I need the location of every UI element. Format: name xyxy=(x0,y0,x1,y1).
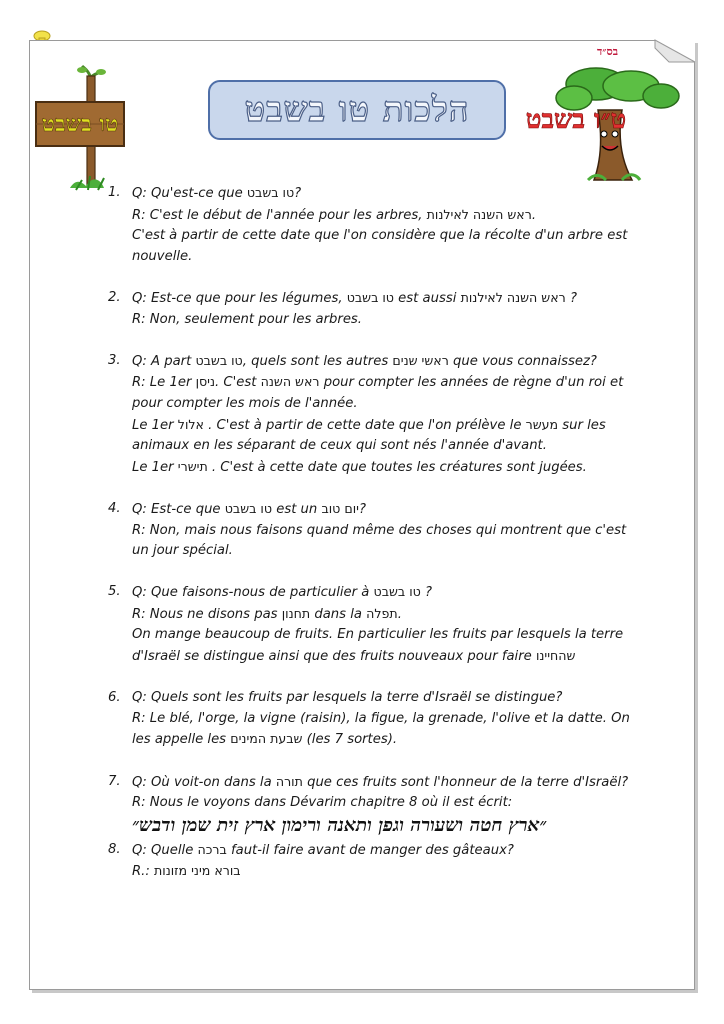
text-segment: animaux en les séparant de ceux qui sont nés l'année d'avant. xyxy=(132,438,547,454)
tree-text: ט״ו בשבט xyxy=(525,105,627,135)
text-segment: , quels sont les autres xyxy=(242,353,393,369)
qa-number: 6. xyxy=(108,690,121,706)
text-segment: Q: Qu'est-ce que xyxy=(132,186,247,201)
text-segment: sur les xyxy=(558,417,606,433)
answer-line xyxy=(132,310,628,331)
text-segment: (les 7 sortes). xyxy=(302,732,398,748)
text-segment: que ces fruits sont l'honneur de la terre d'Israël? xyxy=(302,774,629,790)
text-segment: . C'est à partir de cette date que l'on prélève le xyxy=(203,417,526,433)
text-segment: un jour spécial. xyxy=(132,543,233,559)
text-segment: Q: Que faisons-nous de particulier à xyxy=(132,585,374,601)
answer-line xyxy=(132,729,628,751)
hebrew-term: שבעת המינים xyxy=(230,731,303,747)
question-line xyxy=(132,772,628,794)
qa-item xyxy=(108,288,628,330)
qa-number: 8. xyxy=(108,841,121,857)
hebrew-term: ראש השנה xyxy=(260,374,320,390)
answer-line xyxy=(132,205,628,227)
qa-number: 7. xyxy=(108,773,121,789)
qa-item xyxy=(108,499,628,562)
answer-line xyxy=(132,247,628,268)
hebrew-term: אלול xyxy=(177,416,204,432)
text-segment: R.: xyxy=(132,864,154,880)
qa-number: 4. xyxy=(108,500,121,516)
wooden-sign-image xyxy=(30,66,130,194)
answer-line xyxy=(132,541,628,562)
text-segment: R: Nous ne disons pas xyxy=(132,606,282,622)
text-segment: Q: Quels sont les fruits par lesquels la terre d'Israël se distingue? xyxy=(132,690,563,706)
answer-line xyxy=(132,521,628,542)
hebrew-term: תורה xyxy=(275,773,303,789)
hebrew-term: שהחיינו xyxy=(535,648,576,664)
hebrew-term: טו בשבט xyxy=(224,500,273,516)
cartoon-tree-image xyxy=(525,62,686,184)
answer-line xyxy=(132,646,628,668)
title-box xyxy=(208,80,506,140)
qa-item xyxy=(108,688,628,751)
question-line xyxy=(132,688,628,709)
text-segment: est aussi xyxy=(393,290,461,306)
text-segment: . C'est à cette date que toutes les créatures sont jugées. xyxy=(207,459,587,475)
text-segment: R: Non, mais nous faisons quand même des choses qui montrent que c'est xyxy=(132,522,627,538)
verse-quote: ״ארץ חטה ושעורה וגפן ותאנה ורימון ארץ זית שמן ודבש״ xyxy=(132,815,547,836)
text-segment: R: Non, seulement pour les arbres. xyxy=(132,311,362,327)
hebrew-term: יום טוב xyxy=(321,500,359,516)
text-segment: R: Le blé, l'orge, la vigne (raisin), la figue, la grenade, l'olive et la datte. On xyxy=(132,710,630,726)
answer-line xyxy=(132,604,628,626)
text-segment: Q: Est-ce que xyxy=(132,501,225,517)
hebrew-term: תישרי xyxy=(177,458,208,474)
hebrew-term: טו בשבט xyxy=(195,352,243,368)
question-line xyxy=(132,840,628,862)
text-segment: Q: Est-ce que pour les légumes, xyxy=(132,290,347,306)
page-title: הלכות טו בשבט xyxy=(244,90,470,130)
qa-number: 2. xyxy=(108,289,121,305)
text-segment: les appelle les xyxy=(132,732,231,748)
answer-line xyxy=(132,709,628,730)
answer-line xyxy=(132,436,628,457)
qa-number: 3. xyxy=(108,352,121,368)
answer-line xyxy=(132,861,628,883)
hebrew-term: טו בשבט xyxy=(373,584,421,600)
sign-text: טו בשבט xyxy=(41,111,119,137)
hebrew-term: בורא מיני מזונות xyxy=(154,863,241,879)
hebrew-term: ניסן xyxy=(195,374,216,390)
answer-line xyxy=(132,372,628,394)
text-segment: . xyxy=(531,207,537,223)
page-corner-fold xyxy=(655,40,695,62)
hebrew-term: ראש השנה לאילנות xyxy=(460,289,566,305)
text-segment: que vous connaissez? xyxy=(448,353,597,369)
text-segment: C'est à partir de cette date que l'on considère que la récolte d'un arbre est xyxy=(132,228,628,244)
text-segment: nouvelle. xyxy=(132,248,193,264)
hebrew-term: מעשר xyxy=(525,416,559,432)
qa-item xyxy=(108,840,628,883)
qa-list xyxy=(108,183,628,904)
text-segment: pour compter les mois de l'année. xyxy=(132,395,358,411)
text-segment: ? xyxy=(420,585,433,601)
text-segment: ? xyxy=(294,186,302,201)
qa-number: 5. xyxy=(108,584,121,600)
answer-line xyxy=(132,457,628,479)
text-segment: Le 1er xyxy=(132,459,178,475)
hebrew-term: טו בשבט xyxy=(346,289,394,305)
text-segment: R: Nous le voyons dans Dévarim chapitre 8 où il est écrit: xyxy=(132,795,513,811)
text-segment: faut-il faire avant de manger des gâteaux? xyxy=(226,842,514,858)
qa-item xyxy=(108,183,628,267)
bsd-label: בס״ד xyxy=(597,45,619,58)
question-line xyxy=(132,499,628,521)
hebrew-term: תפלה xyxy=(366,605,398,621)
answer-line xyxy=(132,415,628,437)
text-segment: Le 1er xyxy=(132,417,178,433)
text-segment: pour compter les années de règne d'un roi et xyxy=(319,375,624,391)
question-line xyxy=(132,288,628,310)
text-segment: On mange beaucoup de fruits. En particulier les fruits par lesquels la terre xyxy=(132,627,624,643)
text-segment: d'Israël se distingue ainsi que des fruits nouveaux pour faire xyxy=(132,649,536,665)
qa-number: 1. xyxy=(108,185,121,200)
text-segment: Q: Où voit-on dans la xyxy=(132,774,276,790)
answer-line xyxy=(132,793,628,814)
text-segment: ? xyxy=(358,501,366,517)
answer-line xyxy=(132,625,628,646)
hebrew-term: ראש השנה לאילנות xyxy=(426,206,532,222)
question-line xyxy=(132,582,628,604)
text-segment: Q: A part xyxy=(132,353,196,369)
answer-line xyxy=(132,394,628,415)
text-segment: ? xyxy=(565,290,577,306)
question-line xyxy=(132,351,628,373)
hebrew-term: ברכה xyxy=(197,841,227,857)
qa-item xyxy=(108,772,628,814)
qa-item xyxy=(108,351,628,479)
text-segment: Q: Quelle xyxy=(132,842,198,858)
text-segment: R: Le 1er xyxy=(132,375,196,391)
text-segment: est un xyxy=(272,501,322,517)
text-segment: . C'est xyxy=(215,375,261,391)
hebrew-term: ראשי שנים xyxy=(392,352,449,368)
hebrew-term: טו בשבט xyxy=(246,185,295,200)
text-segment: dans la xyxy=(310,606,367,622)
question-line xyxy=(132,183,628,205)
text-segment: R: C'est le début de l'année pour les arbres, xyxy=(132,207,427,223)
hebrew-term: תחנון xyxy=(281,605,311,621)
text-segment: . xyxy=(397,606,402,622)
answer-line xyxy=(132,226,628,247)
qa-item xyxy=(108,582,628,667)
